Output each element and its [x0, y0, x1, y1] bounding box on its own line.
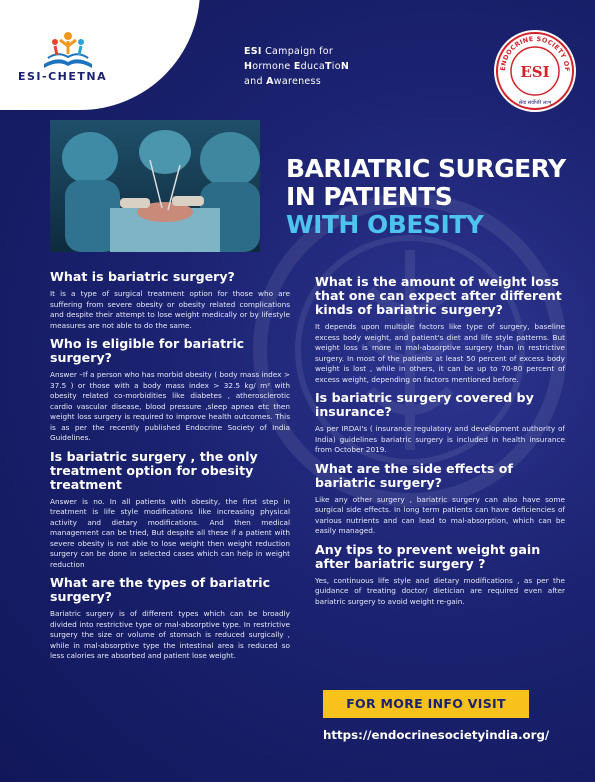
- faq-section: [50, 270, 290, 331]
- faq-answer: Answer –If a person who has morbid obesity ( body mass index > 37.5 ) or those with a body mass index > 32.5 kg/ m² with obesity related co-morbidities like diabetes , atherosclerotic cardio vascular disease, blood pressure ,sleep apnea etc then weight loss surgery is required to improve health outcomes. This is as per the recently published Endocrine Society of India Guidelines.: [50, 370, 290, 442]
- faq-question: What is the amount of weight loss that one can expect after different kinds of bariatric surgery?: [315, 274, 562, 317]
- esi-chetna-logo-icon: [38, 26, 98, 70]
- campaign-line-1: ESI Campaign for: [244, 46, 334, 57]
- faq-section: [50, 450, 290, 571]
- left-column: [50, 270, 290, 668]
- faq-question: Who is eligible for bariatric surgery?: [50, 336, 245, 365]
- title-line-3: WITH OBESITY: [286, 210, 484, 239]
- faq-answer: Yes, continuous life style and dietary modifications , as per the guidance of treating doctor/ dietician are required even after bariatric surgery to avoid weight re-gain.: [315, 575, 565, 606]
- more-info-banner: FOR MORE INFO VISIT: [323, 690, 529, 718]
- campaign-text: [244, 44, 349, 89]
- svg-text:ESI: ESI: [520, 63, 550, 81]
- right-column: [315, 275, 565, 613]
- faq-section: [315, 543, 565, 608]
- surgery-photo: [50, 120, 260, 252]
- faq-question: What is bariatric surgery?: [50, 269, 235, 284]
- esi-seal-icon: [494, 30, 576, 112]
- faq-question: What are the types of bariatric surgery?: [50, 575, 271, 604]
- faq-answer: It is a type of surgical treatment option for those who are suffering from severe obesity or obesity related complications and despite their attempt to lose weight medically or by lifestyle measures are not able to do the same.: [50, 289, 290, 330]
- faq-section: [50, 576, 290, 662]
- faq-question: Is bariatric surgery covered by insurance?: [315, 390, 534, 419]
- website-link[interactable]: https://endocrinesocietyindia.org/: [323, 728, 550, 742]
- campaign-line-3: and Awareness: [244, 76, 322, 87]
- esi-seal: [494, 30, 576, 112]
- faq-section: [315, 462, 565, 537]
- faq-section: [315, 391, 565, 456]
- campaign-line-2: Hormone EducaTioN: [244, 61, 350, 72]
- title-line-1: BARIATRIC SURGERY: [286, 154, 566, 183]
- title-line-2: IN PATIENTS: [286, 182, 453, 211]
- faq-section: [50, 337, 290, 444]
- faq-answer: Like any other surgery , bariatric surgery can also have some surgical side effects. In long term patients can have deficiencies of various nutrients and can lead to mal-absorption, which can be easily managed.: [315, 494, 565, 535]
- svg-text:सेवा सर्वोपरि लाभ्: सेवा सर्वोपरि लाभ्: [518, 100, 552, 106]
- svg-text:ENDOCRINE SOCIETY OF INDIA: ENDOCRINE SOCIETY OF: [498, 34, 572, 72]
- faq-answer: Bariatric surgery is of different types which can be broadly divided into restrictive type or mal-absorptive type. In restrictive surgery the size or volume of stomach is reduced surgically , while in mal-absorptive type the intestinal area is reduced so less calories are absorbed and patient lose weight.: [50, 609, 290, 660]
- faq-answer: Answer is no. In all patients with obesity, the first step in treatment is life style modifications like increasing physical activity and dietary modifications. And then medical management can be tried, But despite all these if a patient with severe obesity is not able to lose weight then weight reduction surgery can be done in selected cases which can help in weight reduction: [50, 496, 290, 569]
- faq-section: [315, 275, 565, 385]
- faq-answer: As per IRDAI's ( insurance regulatory and development authority of India) guidelines bariatric surgery is included in health insurance from October 2019.: [315, 424, 565, 454]
- logo-badge: [0, 0, 200, 110]
- faq-answer: It depends upon multiple factors like type of surgery, baseline excess body weight, and patient's diet and life style patterns. But weight loss is more in mal-absorptive surgery than in restrictive surgery. In most of the patients at least 50 percent of excess body weight is lost , while in others, it can be up to 70-80 percent of excess weight, depending on factors mentioned before.: [315, 322, 565, 384]
- page-title: [286, 155, 566, 239]
- faq-question: Any tips to prevent weight gain after bariatric surgery ?: [315, 541, 541, 571]
- faq-question: Is bariatric surgery , the only treatment option for obesity treatment: [50, 448, 258, 492]
- faq-question: What are the side effects of bariatric surgery?: [315, 460, 513, 490]
- logo-text: ESI-CHETNA: [18, 70, 108, 83]
